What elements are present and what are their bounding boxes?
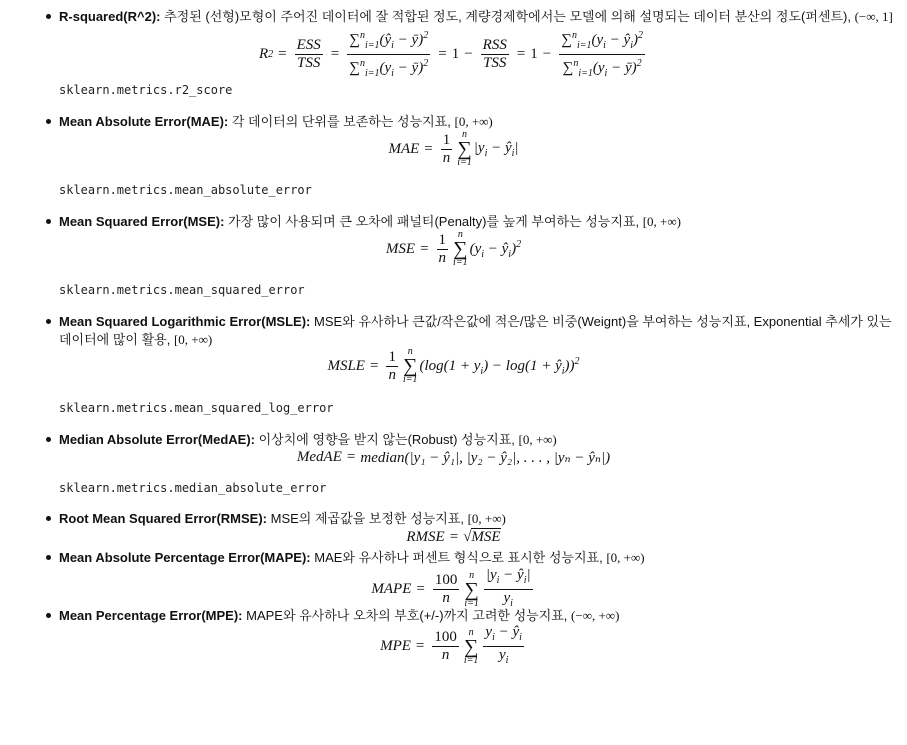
list-item-r2 [40,8,902,26]
bullet [46,555,51,560]
bullet [46,14,51,19]
item-desc: 추정된 (선형)모형이 주어진 데이터에 잘 적합된 정도, 계량경제학에서는 모델에 의해 설명되는 데이터 분산의 정도(퍼센트), [160,9,851,24]
bullet [46,516,51,521]
item-title: Root Mean Squared Error(RMSE): [59,511,268,526]
formula-r2: R 2 = $\frac{\text{ESS}}{\text{TSS}}$ = $\frac{\sum^n_{i=1}(ŷ_i - ȳ)^2}{\sum^n_{i=1}(y_i - ȳ)^2}$ = 1 − $\frac{\text{RSS}}{\text{TSS}}$ = 1 − $\frac{\sum^n_{i=1}(y_i - ŷ_i)^2}{\sum^n_{i=1}(y_i - ȳ)^2}$ [0,27,907,82]
item-title: R-squared(R^2): [59,9,161,24]
code-mse: sklearn.metrics.mean_squared_error [59,283,305,297]
item-desc: 이상치에 영향을 받지 않는(Robust) 성능지표, [254,432,515,447]
item-interval: [0, +∞) [173,332,213,347]
code-r2: sklearn.metrics.r2_score [59,83,233,97]
item-title: Median Absolute Error(MedAE): [59,432,255,447]
formula-mape: MAPE = $\frac{100}{n}$ n ∑ i=1 $\frac{|y_i - ŷ_i|}{y_i}$ [371,567,531,609]
formula-mpe: MPE = $\frac{100}{n}$ n ∑ i=1 $\frac{y_i - ŷ_i}{y_i}$ [380,624,522,666]
bullet [46,319,51,324]
item-interval: [0, +∞) [642,214,681,229]
item-title: Mean Percentage Error(MPE): [59,608,243,623]
item-interval: [0, +∞) [518,432,557,447]
item-title: Mean Squared Error(MSE): [59,214,225,229]
list-item-mpe [40,607,902,625]
item-interval: [0, +∞) [454,114,493,129]
bullet [46,219,51,224]
code-mae: sklearn.metrics.mean_absolute_error [59,183,312,197]
bullet [46,613,51,618]
bullet [46,437,51,442]
item-title: Mean Absolute Error(MAE): [59,114,229,129]
formula-medae: MedAE = median(|y₁ − ŷ₁|, |y₂ − ŷ₂|, . . . , |yₙ − ŷₙ|) [296,449,611,466]
formula-mse: MSE = $\frac{1}{n}$ n ∑ i=1 ($y_i$ − $ŷ_i)^2$ [385,229,522,268]
item-interval: (−∞, +∞) [571,608,620,623]
list-item-mse [40,213,902,231]
list-item-rmse [40,510,902,528]
code-msle: sklearn.metrics.mean_squared_log_error [59,401,334,415]
item-interval: [0, +∞) [467,511,506,526]
list-item-mae [40,113,902,131]
item-desc: MSE와 유사하나 큰값/작은값에 적은/많은 비중(Weignt)을 부여하는 성능지표, Exponential 추세가 있는 데이터에 많이 활용, [59,314,892,347]
item-desc: MSE의 제곱값을 보정한 성능지표, [267,511,464,526]
item-title: Mean Absolute Percentage Error(MAPE): [59,550,311,565]
item-desc: MAE와 유사하나 퍼센트 형식으로 표시한 성능지표, [310,550,603,565]
item-desc: 가장 많이 사용되며 큰 오차에 패널티(Penalty)를 높게 부여하는 성능지표, [224,214,640,229]
formula-mae: MAE = $\frac{1}{n}$ n ∑ i=1 $|y_i$ − $ŷ_i|$ [388,129,519,168]
list-item-mape [40,549,902,567]
formula-msle: MSLE = $\frac{1}{n}$ n ∑ i=1 ($\log(1 + y_i) - \log(1$ + $ŷ_i))^2$ [327,346,580,385]
item-interval: [0, +∞) [606,550,645,565]
list-item-medae [40,431,902,449]
bullet [46,119,51,124]
formula-rmse: RMSE = √ MSE [406,528,501,545]
list-item-msle [40,313,902,349]
code-medae: sklearn.metrics.median_absolute_error [59,481,327,495]
item-desc: MAPE와 유사하나 오차의 부호(+/-)까지 고려한 성능지표, [242,608,568,623]
item-desc: 각 데이터의 단위를 보존하는 성능지표, [228,114,451,129]
item-interval: (−∞, 1] [854,9,893,24]
item-title: Mean Squared Logarithmic Error(MSLE): [59,314,311,329]
